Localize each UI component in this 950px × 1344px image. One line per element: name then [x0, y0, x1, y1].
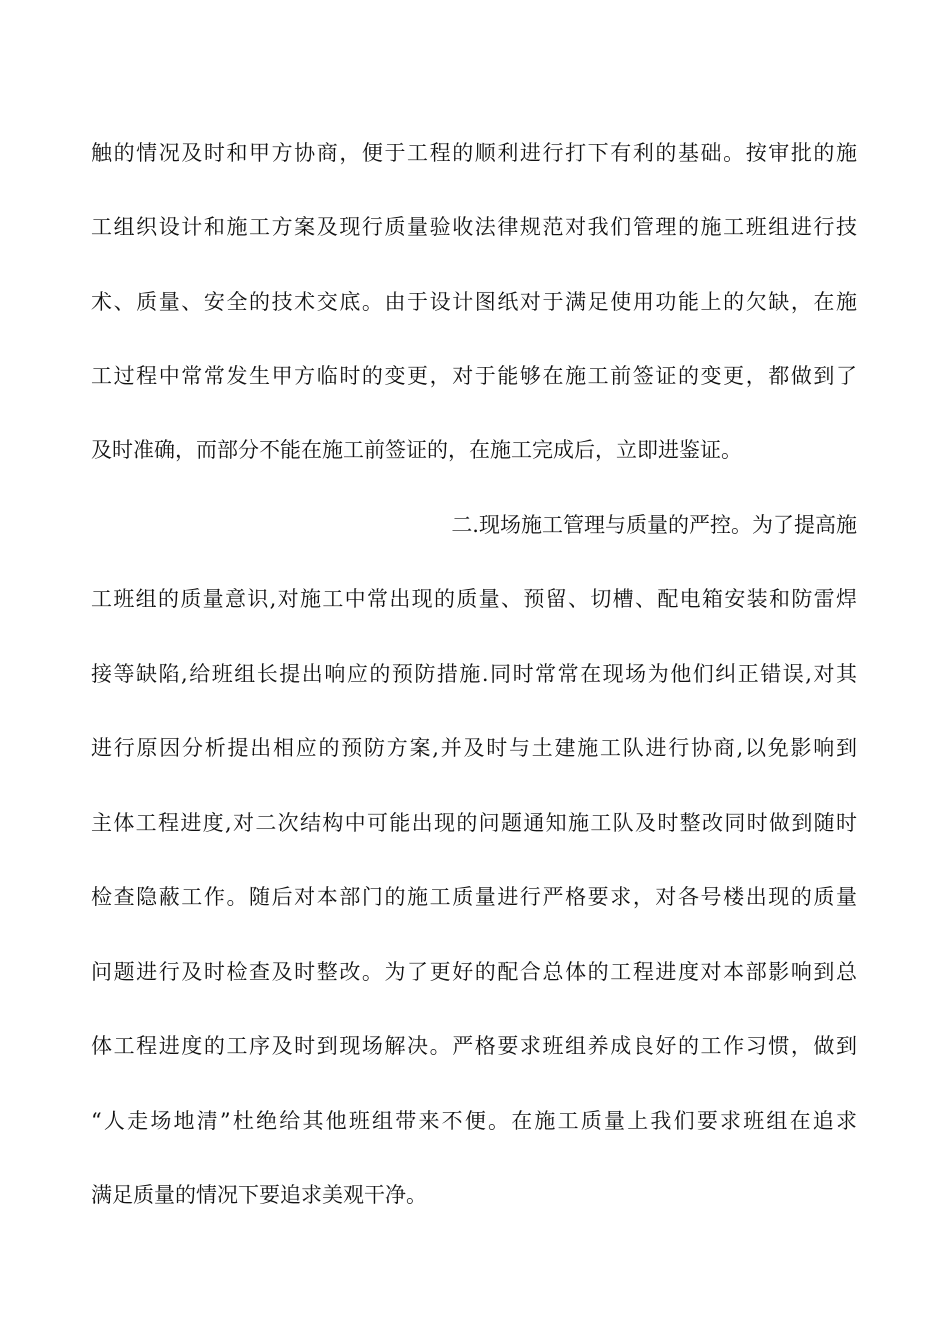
text-line: 工班组的质量意识,对施工中常出现的质量、预留、切槽、配电箱安装和防雷焊 — [91, 587, 857, 611]
text-line: 体工程进度的工序及时到现场解决。严格要求班组养成良好的工作习惯，做到 — [91, 1034, 857, 1058]
text-line: 工过程中常常发生甲方临时的变更，对于能够在施工前签证的变更，都做到了 — [91, 364, 857, 388]
text-line: 术、质量、安全的技术交底。由于设计图纸对于满足使用功能上的欠缺，在施 — [91, 290, 857, 314]
text-line: “人走场地清”杜绝给其他班组带来不便。在施工质量上我们要求班组在追求 — [91, 1109, 857, 1133]
text-line: 接等缺陷,给班组长提出响应的预防措施.同时常常在现场为他们纠正错误,对其 — [91, 662, 857, 686]
section-heading-line: 二.现场施工管理与质量的严控。为了提高施 — [451, 513, 857, 537]
text-line: 问题进行及时检查及时整改。为了更好的配合总体的工程进度对本部影响到总 — [91, 960, 857, 984]
text-line: 触的情况及时和甲方协商，便于工程的顺利进行打下有利的基础。按审批的施 — [91, 141, 857, 165]
text-line: 检查隐蔽工作。随后对本部门的施工质量进行严格要求，对各号楼出现的质量 — [91, 885, 857, 909]
text-line: 及时准确，而部分不能在施工前签证的，在施工完成后，立即进鉴证。 — [91, 438, 742, 462]
text-line: 满足质量的情况下要追求美观干净。 — [91, 1183, 427, 1207]
text-line: 主体工程进度,对二次结构中可能出现的问题通知施工队及时整改同时做到随时 — [91, 811, 857, 835]
text-line: 工组织设计和施工方案及现行质量验收法律规范对我们管理的施工班组进行技 — [91, 215, 857, 239]
text-line: 进行原因分析提出相应的预防方案,并及时与土建施工队进行协商,以免影响到 — [91, 736, 857, 760]
